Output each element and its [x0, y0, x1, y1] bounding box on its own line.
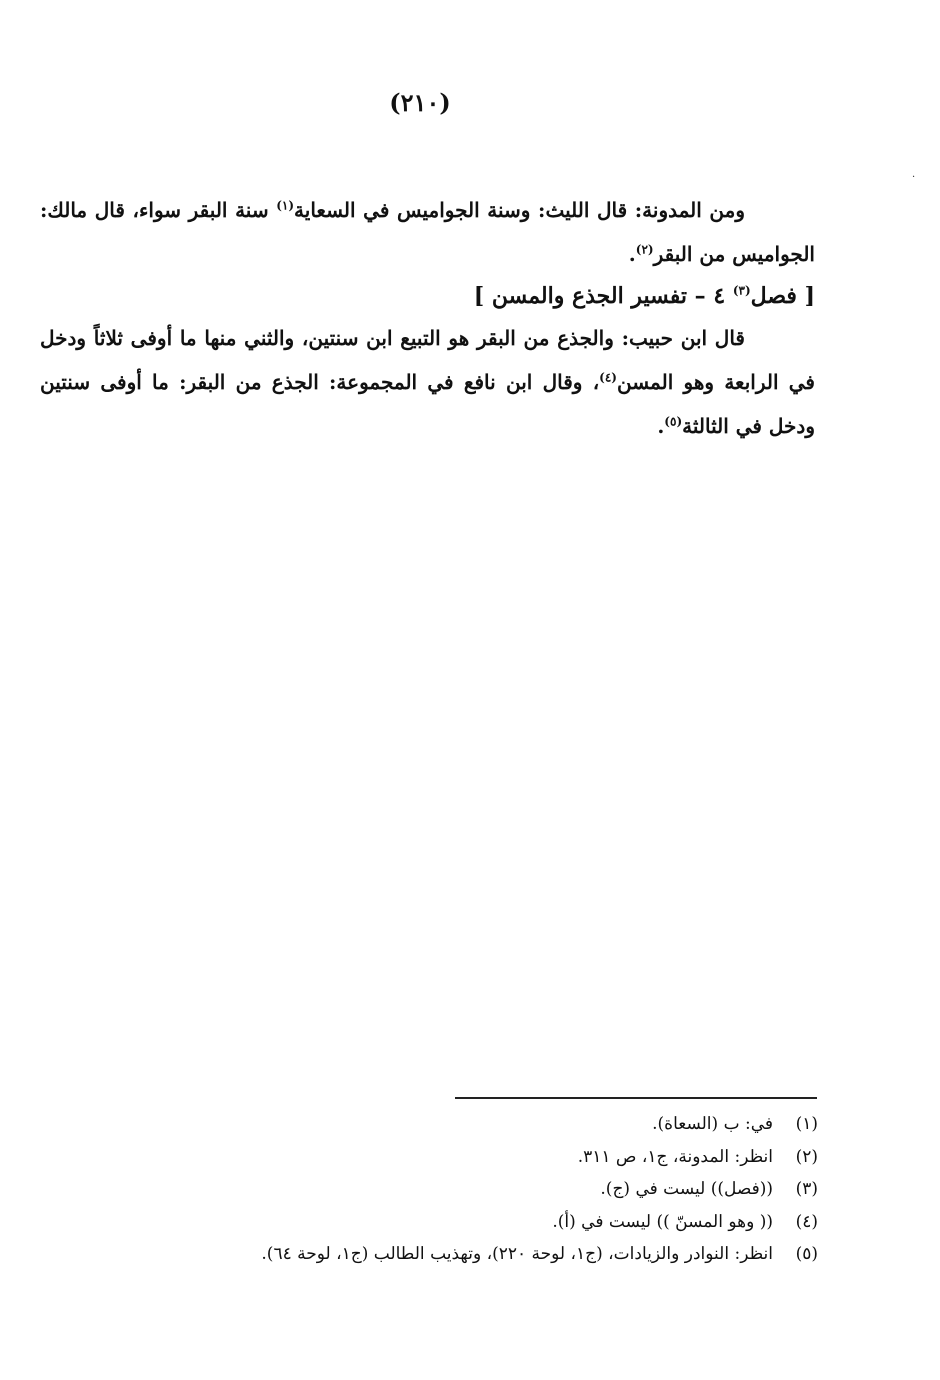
footnote-number: (٣): [795, 1179, 818, 1199]
footnote-text: انظر: المدونة، ج١، ص ٣١١.: [577, 1146, 773, 1167]
footnote-ref-3: (٣): [732, 283, 751, 298]
paragraph-2-text-c: .: [657, 414, 665, 438]
footnote-ref-2: (٢): [635, 242, 654, 257]
footnote-item: [100, 1141, 818, 1174]
footnote-text: انظر: النوادر والزيادات، (ج١، لوحة ٢٢٠)، وتهذيب الطالب (ج١، لوحة ٦٤).: [261, 1244, 773, 1264]
paragraph-2-text-a: قال ابن حبيب: والجذع من البقر هو التبيع ابن سنتين، والثني منها ما أوفى ثلاثاً ودخل في الرابعة وهو المسن: [40, 326, 815, 394]
paragraph-1: [40, 188, 815, 276]
footnote-text: (( وهو المسنّ )) ليست في (أ).: [552, 1211, 773, 1232]
footnote-item: [100, 1173, 818, 1206]
footnote-separator: [455, 1097, 817, 1099]
paragraph-1-text-a: ومن المدونة: قال الليث: وسنة الجواميس في السعاية: [294, 198, 746, 222]
footnote-number: (٢): [795, 1146, 818, 1167]
footnotes-list: [100, 1108, 818, 1271]
main-text: [40, 188, 815, 448]
paragraph-1-text-c: .: [628, 242, 636, 266]
footnote-ref-4: (٤): [599, 370, 617, 385]
footnote-item: [100, 1108, 818, 1141]
stray-mark: ·: [912, 172, 916, 183]
footnote-item: [100, 1238, 818, 1271]
paragraph-2: [40, 316, 815, 448]
footnote-number: (٥): [795, 1244, 818, 1264]
footnote-ref-5: (٥): [664, 414, 683, 429]
footnote-number: (١): [795, 1114, 818, 1134]
paragraph-1-text-b: سنة البقر سواء، قال مالك: الجواميس من البقر: [40, 198, 815, 266]
heading-open: [ فصل: [750, 283, 815, 309]
footnote-number: (٤): [795, 1211, 818, 1232]
section-heading: [40, 276, 815, 316]
heading-rest: ٤ – تفسير الجذع والمسن ]: [473, 283, 733, 309]
footnote-text: في: ب (السعاة).: [652, 1114, 773, 1134]
page-number: (٢١٠): [389, 88, 451, 117]
footnote-text: ((فصل)) ليست في (ج).: [600, 1179, 773, 1199]
footnote-item: [100, 1206, 818, 1239]
paragraph-2-text-b: ، وقال ابن نافع في المجموعة: الجذع من البقر: ما أوفى سنتين ودخل في الثالثة: [40, 370, 815, 438]
footnote-ref-1: (١): [276, 198, 295, 213]
